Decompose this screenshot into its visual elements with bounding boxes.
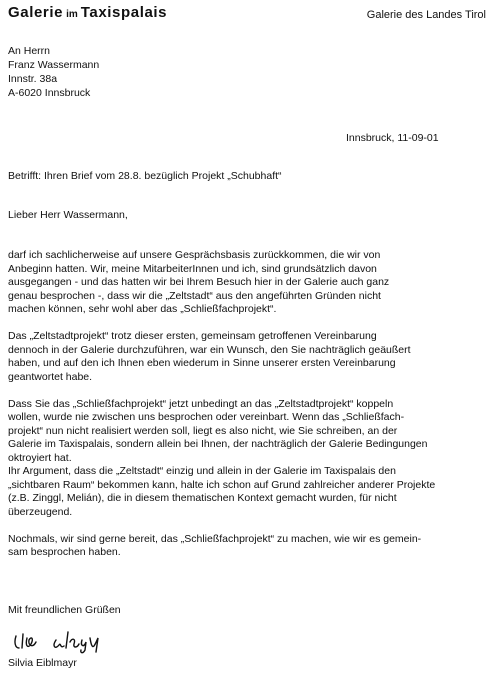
recipient-line: An Herrn	[8, 45, 51, 57]
body-line: geantwortet habe.	[8, 370, 93, 383]
sender-name: Silvia Eiblmayr	[8, 657, 77, 669]
body-line: ausgegangen - und das hatten wir bei Ihrem Besuch hier in der Galerie auch ganz	[8, 276, 390, 288]
body-line: dennoch in der Galerie durchzuführen, war ein Wunsch, den Sie nachträglich geäußert	[8, 343, 411, 356]
letterhead-institution: Galerie des Landes Tirol	[366, 9, 486, 21]
body-line: überzeugend.	[8, 505, 73, 518]
body-line: Anbeginn hatten. Wir, meine MitarbeiterInnen und ich, sind grundsätzlich davon	[8, 262, 377, 275]
recipient-address	[8, 45, 99, 101]
subject-line: Betrifft: Ihren Brief vom 28.8. bezüglich Projekt „Schubhaft“	[8, 170, 282, 182]
handwritten-signature	[10, 624, 210, 654]
body-line: Nochmals, wir sind gerne bereit, das „Schließfachprojekt“ zu machen, wie wir es gemein-	[8, 532, 422, 545]
body-line: wollen, wurde nie zwischen uns besprochen oder vereinbart. Wenn das „Schließfach-	[8, 411, 405, 423]
paragraph	[8, 533, 486, 560]
closing: Mit freundlichen Grüßen	[8, 604, 121, 616]
body-line: Dass Sie das „Schließfachprojekt“ jetzt unbedingt an das „Zeltstadtprojekt“ koppeln	[8, 397, 394, 410]
body-line: (z.B. Zinggl, Melián), die in diesem thematischen Kontext gemacht wurden, für nicht	[8, 492, 397, 504]
date-line: Innsbruck, 11-09-01	[346, 132, 439, 144]
paragraph	[8, 249, 486, 317]
body-line: Ihr Argument, dass die „Zeltstadt“ einzig und allein in der Galerie im Taxispalais den	[8, 465, 396, 477]
logo-word-galerie: Galerie	[8, 4, 64, 21]
body-line: oktroyiert hat.	[8, 451, 72, 464]
recipient-line: Franz Wassermann	[8, 59, 100, 71]
body-line: machen können, sehr wohl aber das „Schließfachprojekt“.	[8, 303, 277, 315]
logo-word-taxispalais: Taxispalais	[80, 4, 168, 21]
body-line: haben, und auf den ich Ihnen eben wiederum in Sinne unserer ersten Vereinbarung	[8, 357, 396, 369]
paragraph	[8, 330, 486, 384]
body-line: „sichtbaren Raum“ bekommen kann, halte ich schon auf Grund zahlreicher anderer Projekte	[8, 478, 436, 491]
body-line: darf ich sachlicherweise auf unsere Gesprächsbasis zurückkommen, die wir von	[8, 249, 381, 261]
body-line: sam besprochen haben.	[8, 546, 121, 558]
letterhead-logo	[8, 6, 167, 22]
body-line: projekt“ nun nicht realisiert werden soll, liegt es also nicht, wie Sie schreiben, an der	[8, 424, 398, 437]
paragraph	[8, 398, 486, 520]
body-line: genau besprochen -, dass wir die „Zeltstadt“ aus den angeführten Gründen nicht	[8, 289, 381, 302]
salutation: Lieber Herr Wassermann,	[8, 209, 128, 221]
logo-word-im: im	[66, 9, 78, 20]
body-line: Galerie im Taxispalais, sondern allein bei Ihnen, der nachträglich der Galerie Bedingungen	[8, 438, 428, 450]
recipient-line: A-6020 Innsbruck	[8, 87, 91, 99]
body-line: Das „Zeltstadtprojekt“ trotz dieser ersten, gemeinsam getroffenen Vereinbarung	[8, 330, 377, 342]
recipient-line: Innstr. 38a	[8, 73, 58, 85]
letter-body	[8, 249, 486, 573]
